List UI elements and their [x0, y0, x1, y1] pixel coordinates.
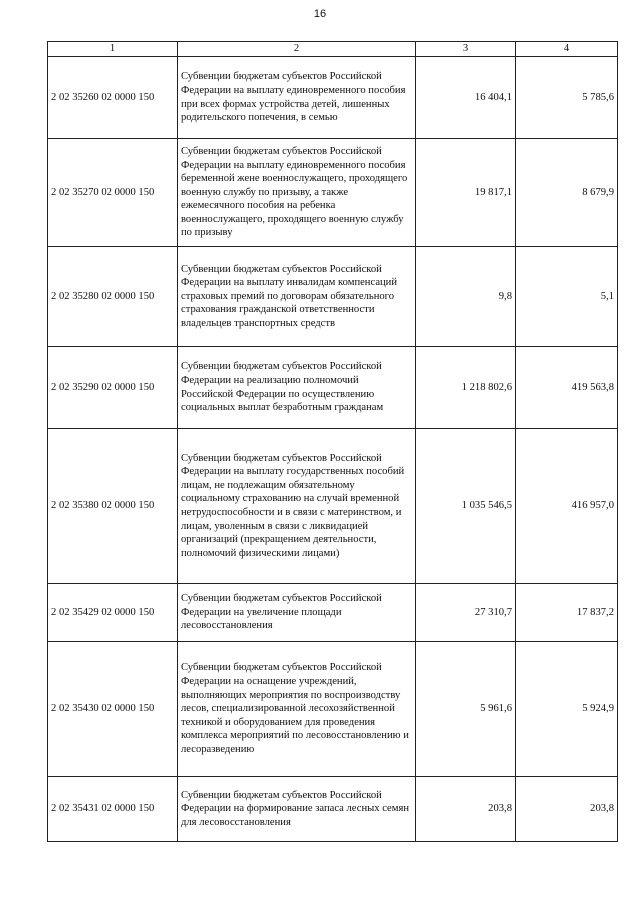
value-column-4: 5 785,6 [516, 57, 618, 139]
value-column-3: 1 035 546,5 [416, 429, 516, 584]
page-number: 16 [313, 8, 327, 20]
value-column-3: 9,8 [416, 247, 516, 347]
description: Субвенции бюджетам субъектов Российской Федерации на выплату инвалидам компенсаций страховых премий по договорам обязательного страхования гражданской ответственности владельцев транспортных средств [178, 247, 416, 347]
budget-code: 2 02 35280 02 0000 150 [48, 247, 178, 347]
value-column-3: 1 218 802,6 [416, 347, 516, 429]
description: Субвенции бюджетам субъектов Российской Федерации на оснащение учреждений, выполняющих мероприятия по воспроизводству лесов, специализированной лесохозяйственной техникой и оборудованием для проведения комплекса мероприятий по лесовосстановлению и лесоразведению [178, 642, 416, 777]
value-column-3: 203,8 [416, 777, 516, 842]
table-row [48, 642, 618, 777]
budget-code: 2 02 35380 02 0000 150 [48, 429, 178, 584]
budget-code: 2 02 35270 02 0000 150 [48, 139, 178, 247]
value-column-3: 27 310,7 [416, 584, 516, 642]
table-row [48, 139, 618, 247]
description: Субвенции бюджетам субъектов Российской Федерации на выплату единовременного пособия при всех формах устройства детей, лишенных родительского попечения, в семью [178, 57, 416, 139]
value-column-3: 5 961,6 [416, 642, 516, 777]
table-row [48, 57, 618, 139]
value-column-4: 8 679,9 [516, 139, 618, 247]
table-row [48, 584, 618, 642]
column-header-3: 3 [416, 42, 516, 57]
value-column-4: 419 563,8 [516, 347, 618, 429]
column-header-2: 2 [178, 42, 416, 57]
value-column-3: 16 404,1 [416, 57, 516, 139]
table-row [48, 247, 618, 347]
column-header-1: 1 [48, 42, 178, 57]
budget-code: 2 02 35431 02 0000 150 [48, 777, 178, 842]
budget-table [47, 41, 618, 842]
value-column-4: 416 957,0 [516, 429, 618, 584]
description: Субвенции бюджетам субъектов Российской Федерации на выплату государственных пособий лицам, не подлежащим обязательному социальному страхованию на случай временной нетрудоспособности и в связи с материнством, и лицам, уволенным в связи с ликвидацией организаций (прекращением деятельности, полномочий физическими лицами) [178, 429, 416, 584]
table-row [48, 777, 618, 842]
budget-code: 2 02 35430 02 0000 150 [48, 642, 178, 777]
description: Субвенции бюджетам субъектов Российской Федерации на реализацию полномочий Российской Федерации по осуществлению социальных выплат безработным гражданам [178, 347, 416, 429]
description: Субвенции бюджетам субъектов Российской Федерации на увеличение площади лесовосстановления [178, 584, 416, 642]
description: Субвенции бюджетам субъектов Российской Федерации на формирование запаса лесных семян для лесовосстановления [178, 777, 416, 842]
budget-code: 2 02 35290 02 0000 150 [48, 347, 178, 429]
header-row [48, 42, 618, 57]
value-column-4: 203,8 [516, 777, 618, 842]
table-row [48, 347, 618, 429]
value-column-4: 17 837,2 [516, 584, 618, 642]
description: Субвенции бюджетам субъектов Российской Федерации на выплату единовременного пособия беременной жене военнослужащего, проходящего военную службу по призыву, а также ежемесячного пособия на ребенка военнослужащего, проходящего военную службу по призыву [178, 139, 416, 247]
value-column-4: 5 924,9 [516, 642, 618, 777]
budget-code: 2 02 35429 02 0000 150 [48, 584, 178, 642]
column-header-4: 4 [516, 42, 618, 57]
value-column-4: 5,1 [516, 247, 618, 347]
value-column-3: 19 817,1 [416, 139, 516, 247]
table-row [48, 429, 618, 584]
budget-code: 2 02 35260 02 0000 150 [48, 57, 178, 139]
